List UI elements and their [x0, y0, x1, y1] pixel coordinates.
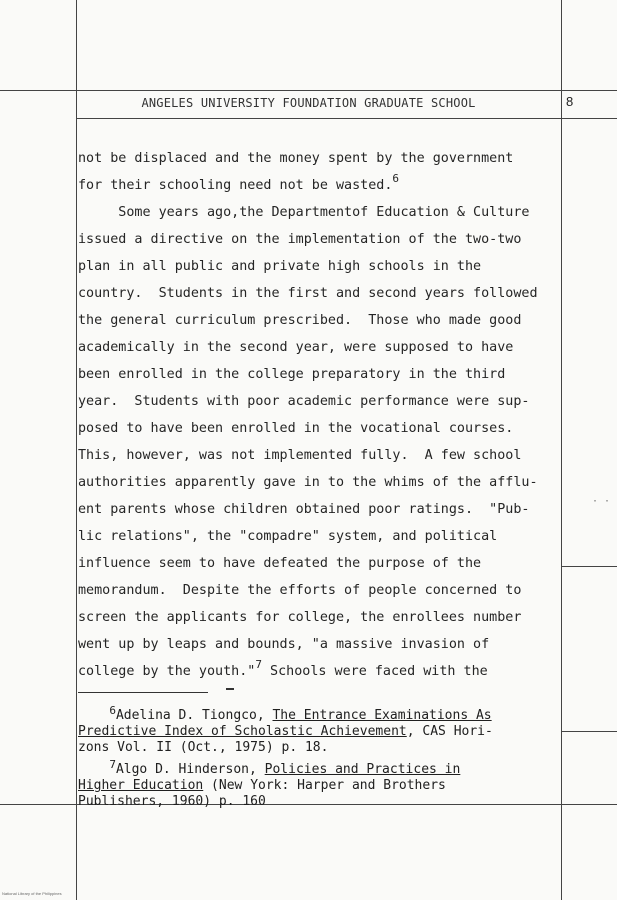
- body-line: for their schooling need not be wasted.$^6$: [78, 172, 400, 193]
- body-line: issued a directive on the implementation of the two-two: [78, 232, 522, 247]
- body-line: screen the applicants for college, the enrollees number: [78, 610, 522, 625]
- footnote-ref-7: 7: [255, 658, 262, 671]
- footnote-ref-6: 6: [392, 172, 400, 185]
- margin-mark: · ·: [592, 496, 611, 507]
- body-line: country. Students in the first and second years followed: [78, 286, 538, 301]
- body-line: went up by leaps and bounds, "a massive invasion of: [78, 637, 490, 652]
- scan-footer-note: National Library of the Philippines: [2, 891, 62, 896]
- body-line: Some years ago,the Departmentof Education & Culture: [78, 205, 530, 220]
- right-margin-line: [561, 0, 562, 900]
- body-line: college by the youth."$^7$ Schools were faced with the: [78, 658, 488, 679]
- footnote-6-line-1: $^6$Adelina D. Tiongco, The Entrance Examinations As: [109, 704, 492, 723]
- body-line: not be displaced and the money spent by the government: [78, 151, 514, 166]
- footnote-separator-dash: [226, 688, 234, 690]
- body-line: been enrolled in the college preparatory in the third: [78, 367, 506, 382]
- footnote-7-line-2: Higher Education (New York: Harper and Brothers: [78, 778, 446, 793]
- footnote-7-line-1: $^7$Algo D. Hinderson, Policies and Practices in: [109, 758, 461, 777]
- body-line: This, however, was not implemented fully. A few school: [78, 448, 522, 463]
- left-margin-line: [76, 0, 77, 900]
- body-line: memorandum. Despite the efforts of people concerned to: [78, 583, 522, 598]
- page-number: 8: [566, 94, 574, 109]
- header-bottom-rule: [76, 118, 617, 119]
- body-line: academically in the second year, were supposed to have: [78, 340, 514, 355]
- body-line: lic relations", the "compadre" system, and political: [78, 529, 498, 544]
- body-line: the general curriculum prescribed. Those who made good: [78, 313, 522, 328]
- body-line: influence seem to have defeated the purpose of the: [78, 556, 482, 571]
- footnote-separator: [78, 692, 208, 693]
- footnote-6-line-2: Predictive Index of Scholastic Achievement, CAS Hori-: [78, 724, 493, 739]
- body-text: [78, 145, 548, 685]
- body-line: year. Students with poor academic performance were sup-: [78, 394, 530, 409]
- body-line: authorities apparently gave in to the whims of the afflu-: [78, 475, 538, 490]
- body-line: posed to have been enrolled in the vocational courses.: [78, 421, 514, 436]
- footnote-7-line-3: Publishers, 1960) p. 160: [78, 794, 266, 809]
- header-rule: [0, 90, 617, 91]
- right-tick-1: [561, 566, 617, 567]
- body-line: plan in all public and private high schools in the: [78, 259, 482, 274]
- footnotes: [78, 704, 528, 810]
- page-header-title: ANGELES UNIVERSITY FOUNDATION GRADUATE SCHOOL: [141, 96, 476, 110]
- footnote-6-line-3: zons Vol. II (Oct., 1975) p. 18.: [78, 740, 329, 755]
- right-tick-2: [561, 731, 617, 732]
- body-line: ent parents whose children obtained poor ratings. "Pub-: [78, 502, 530, 517]
